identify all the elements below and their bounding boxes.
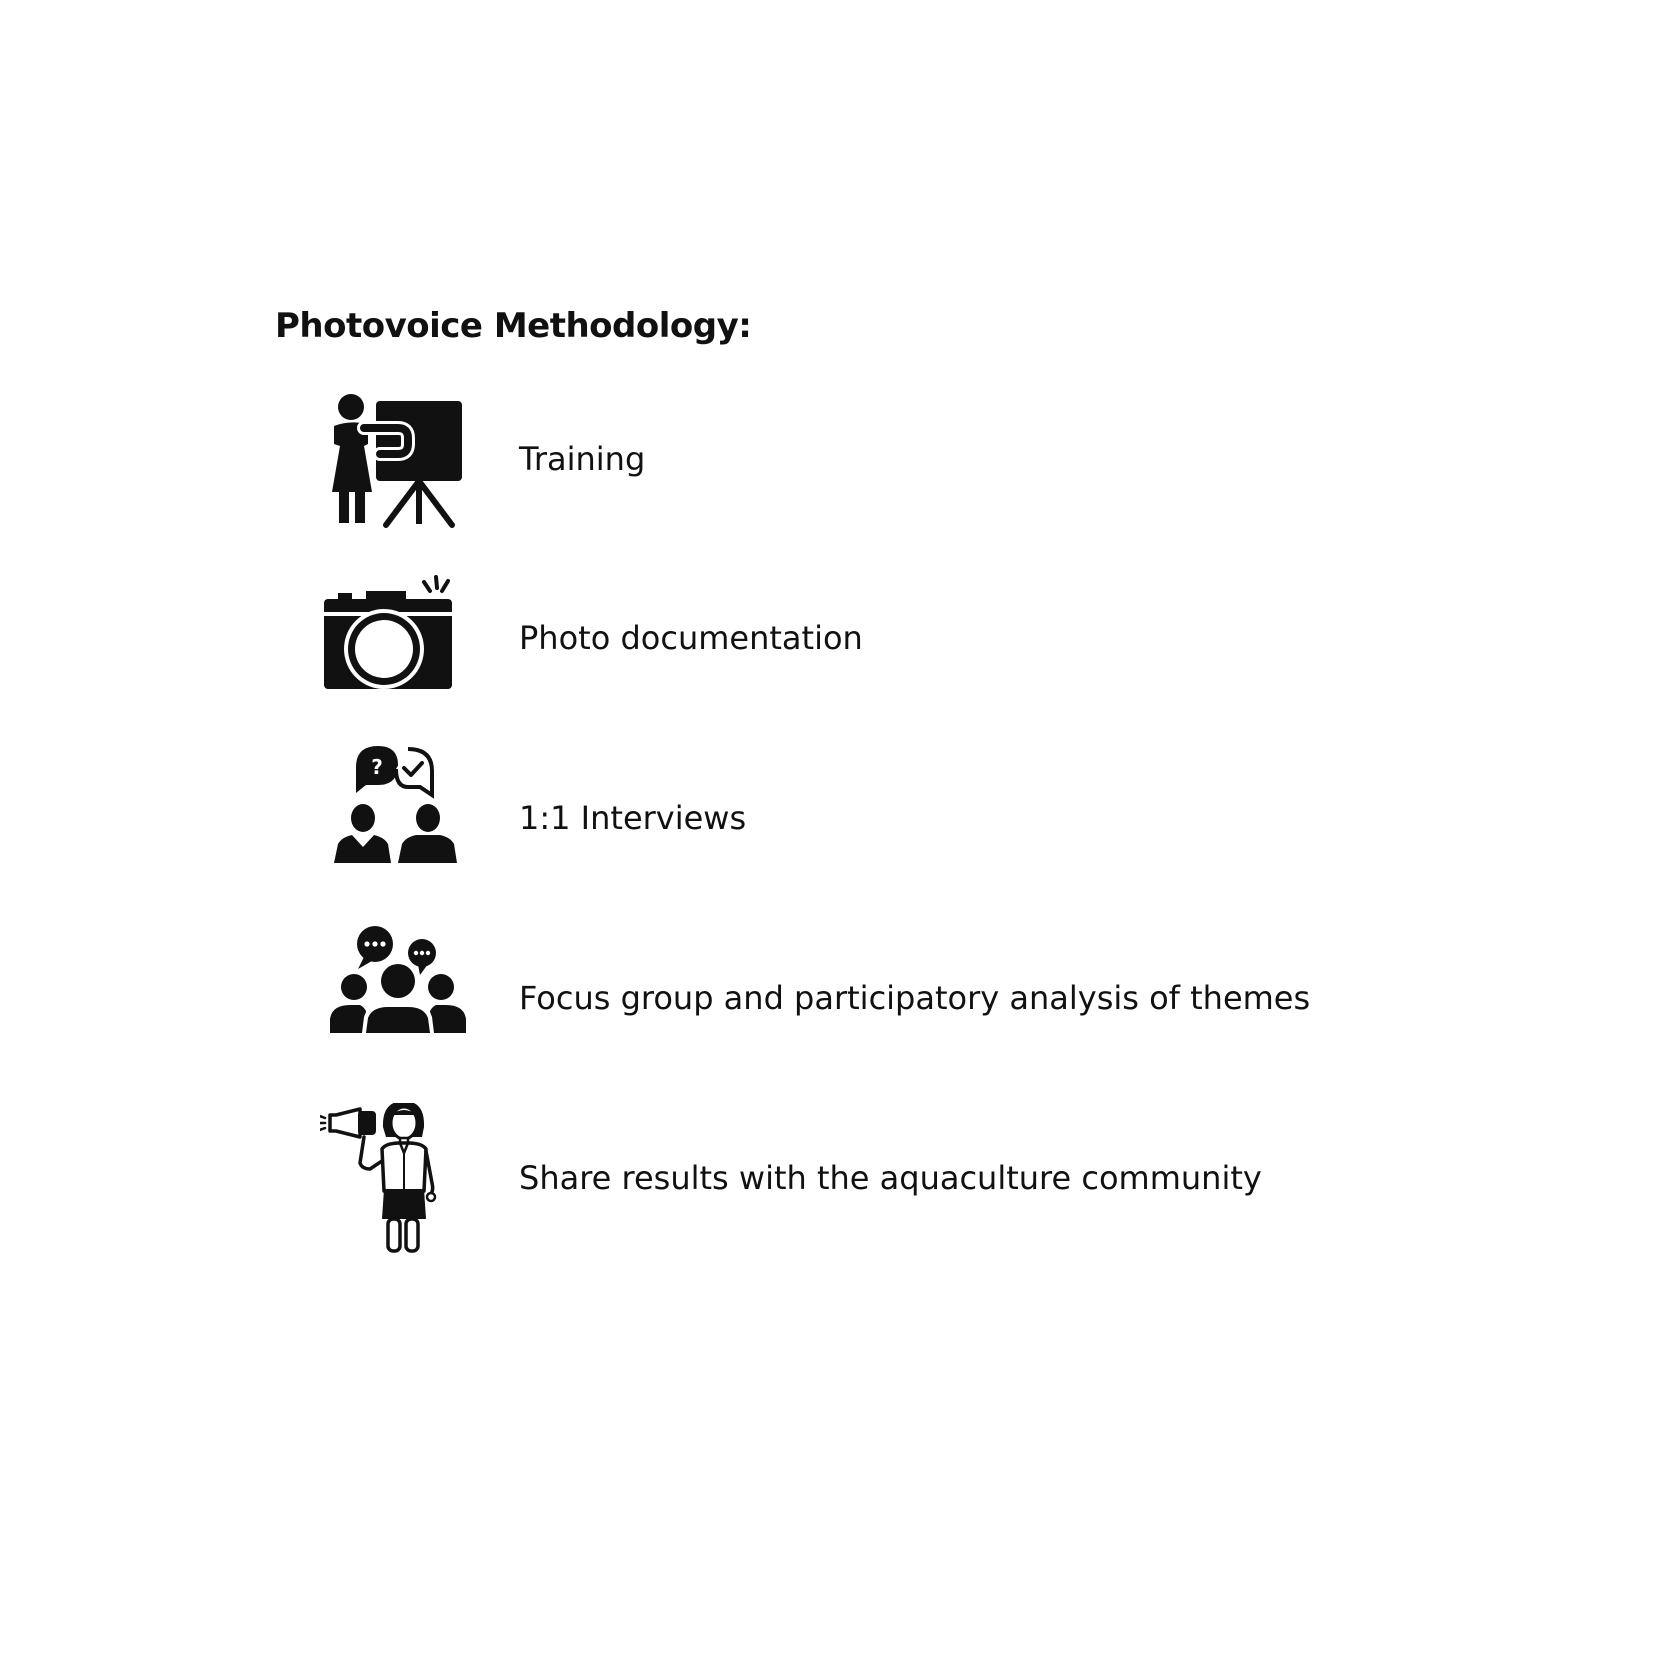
- step-label: 1:1 Interviews: [519, 799, 747, 837]
- diagram-title: Photovoice Methodology:: [275, 306, 752, 346]
- camera-icon: [320, 563, 480, 713]
- presentation-board-icon: [320, 384, 480, 534]
- step-label: Share results with the aquaculture community: [519, 1159, 1262, 1197]
- step-label: Focus group and participatory analysis of themes: [519, 979, 1311, 1017]
- step-photo-documentation: [320, 563, 1420, 713]
- step-label: Training: [519, 440, 646, 478]
- megaphone-woman-icon: [320, 1103, 480, 1253]
- interview-icon: [320, 743, 480, 893]
- step-training: [320, 384, 1420, 534]
- svg-text:?: ?: [371, 755, 383, 779]
- step-label: Photo documentation: [519, 619, 863, 657]
- step-share-results: [320, 1103, 1420, 1253]
- step-focus-group: [320, 923, 1420, 1073]
- focus-group-icon: [320, 923, 480, 1073]
- step-interviews: [320, 743, 1420, 893]
